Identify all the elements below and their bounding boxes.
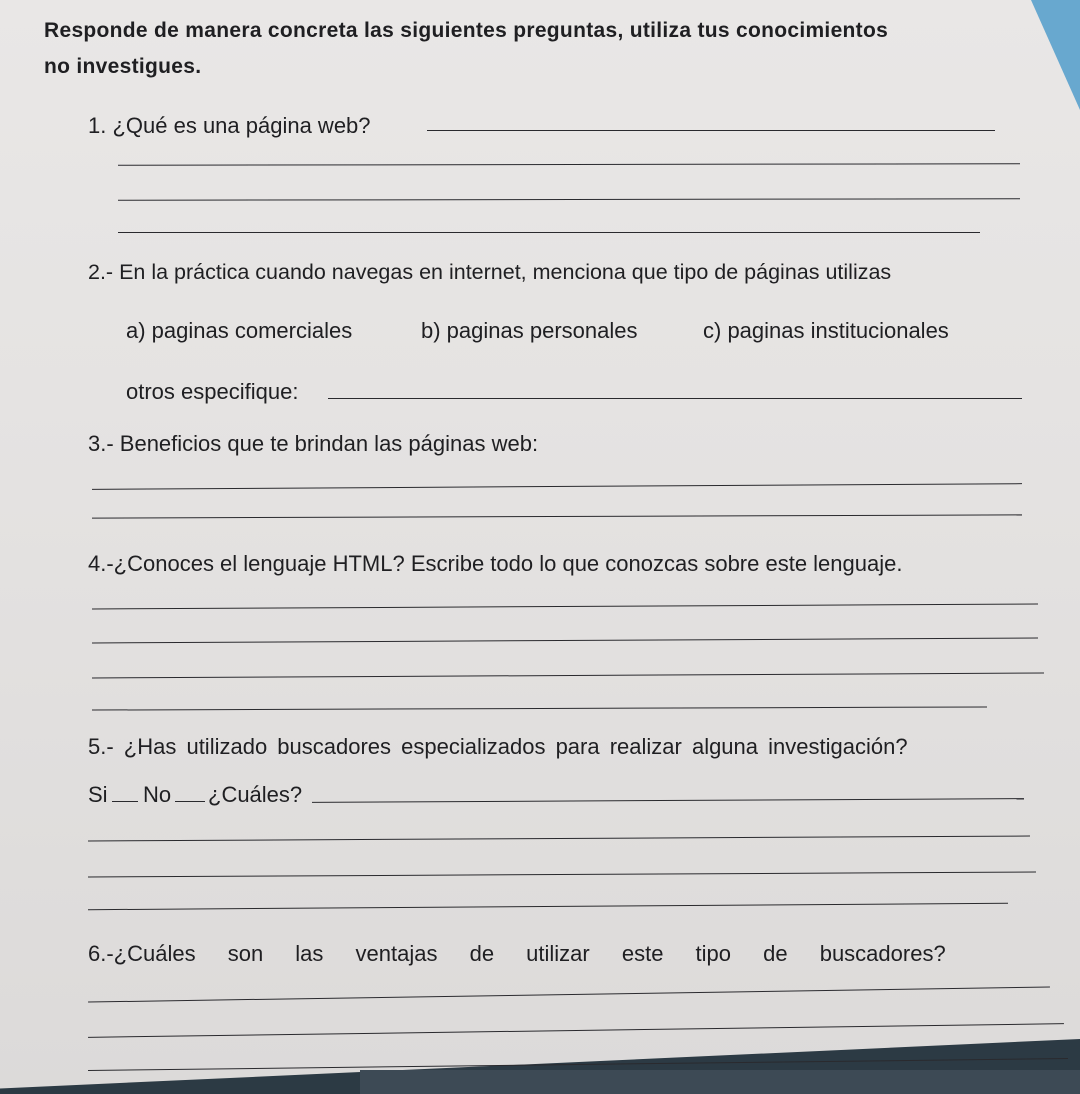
answer-line-q1-3[interactable] — [118, 232, 980, 233]
option-c: c) paginas institucionales — [703, 318, 949, 343]
question-6: 6.-¿Cuáles son las ventajas de utilizar este tipo de buscadores? — [88, 941, 946, 966]
option-a: a) paginas comerciales — [126, 318, 353, 343]
q5-no-blank[interactable] — [175, 801, 205, 802]
q5-no-label: No — [143, 782, 172, 807]
background-strip-bottom-right — [360, 1070, 1080, 1094]
q5-si-label: Si — [88, 782, 108, 807]
question-5: 5.- ¿Has utilizado buscadores especializados para realizar alguna investigación? — [88, 734, 908, 759]
answer-line-q1-inline[interactable] — [427, 130, 995, 131]
option-b: b) paginas personales — [421, 318, 638, 343]
question-3: 3.- Beneficios que te brindan las páginas web: — [88, 431, 539, 456]
option-other: otros especifique: — [126, 379, 299, 404]
question-4: 4.-¿Conoces el lenguaje HTML? Escribe todo lo que conozcas sobre este lenguaje. — [88, 551, 903, 576]
answer-line-q2-other[interactable] — [328, 398, 1022, 399]
q5-si-blank[interactable] — [112, 801, 138, 802]
instructions-line-1: Responde de manera concreta las siguientes preguntas, utiliza tus conocimientos — [44, 19, 889, 42]
instructions-line-2: no investigues. — [44, 55, 202, 78]
q5-cuales-label: ¿Cuáles? — [208, 782, 303, 807]
question-2: 2.- En la práctica cuando navegas en internet, menciona que tipo de páginas utilizas — [88, 260, 892, 284]
question-1: 1. ¿Qué es una página web? — [88, 113, 371, 138]
